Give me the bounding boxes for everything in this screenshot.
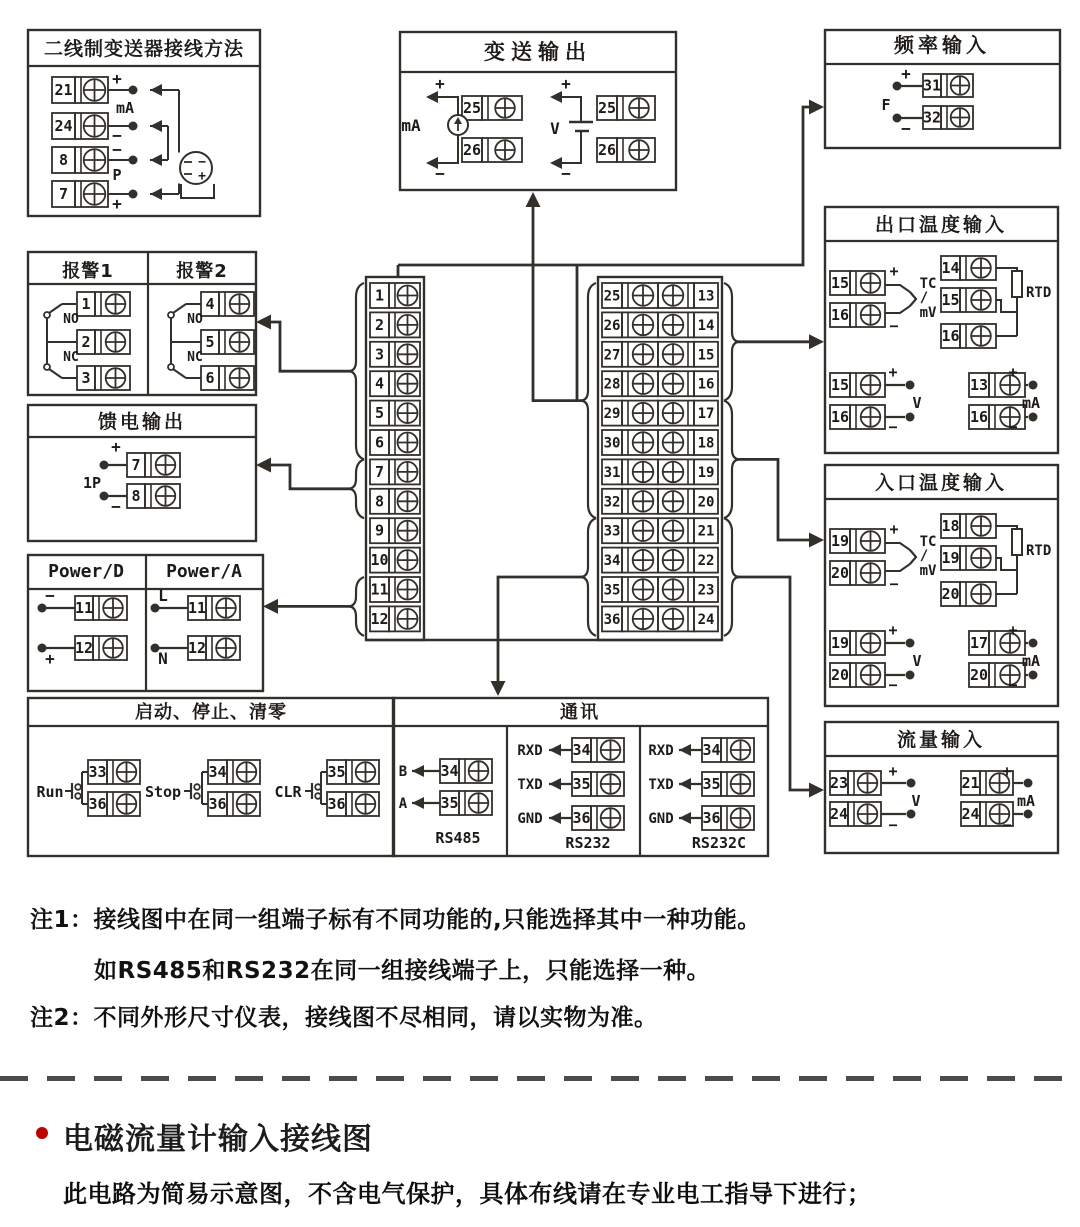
- label: −: [888, 816, 898, 834]
- box-title: 启动、停止、清零: [135, 702, 287, 723]
- terminal-12: [188, 636, 240, 660]
- terminal-5: [201, 330, 254, 354]
- terminal-number: 26: [462, 141, 482, 159]
- terminal-number: 3: [81, 369, 91, 387]
- label: +: [111, 437, 121, 456]
- dashed-separator: [0, 1076, 1080, 1081]
- terminal-number: 17: [969, 634, 989, 652]
- terminal-12: [370, 606, 420, 631]
- terminal-11: [188, 596, 240, 620]
- box-title: 入口温度输入: [874, 472, 1008, 494]
- box-title: 通讯: [560, 702, 600, 723]
- terminal-number: 10: [370, 551, 389, 570]
- terminal-34: [702, 738, 754, 762]
- label: +: [901, 64, 911, 83]
- terminal-21: [52, 77, 108, 103]
- terminal-7: [52, 181, 108, 207]
- terminal-number: 33: [603, 523, 621, 540]
- label: NC: [187, 350, 203, 365]
- terminal-9: [370, 518, 420, 543]
- terminal-19: [830, 529, 885, 553]
- label: /: [919, 548, 929, 564]
- terminal-34: [440, 759, 492, 783]
- terminal-number: 34: [572, 741, 591, 759]
- label: GND: [648, 811, 674, 827]
- terminal-number: 7: [58, 185, 69, 203]
- terminal-number: 35: [603, 582, 621, 599]
- label: RXD: [648, 743, 674, 759]
- terminal-number: 18: [697, 435, 715, 452]
- label: V: [912, 652, 922, 670]
- terminal-number: 8: [374, 492, 385, 511]
- box-feed-output: [28, 405, 256, 541]
- terminal-number: 2: [81, 333, 91, 351]
- label: V: [550, 119, 560, 138]
- terminal-36: [88, 792, 140, 816]
- box-power: [28, 555, 263, 691]
- connection-wires: [256, 100, 824, 798]
- terminal-number: 2: [374, 315, 385, 334]
- note-1-continued: 如RS485和RS232在同一组接线端子上，只能选择一种。: [94, 958, 711, 984]
- box-title: 报警2: [176, 261, 228, 282]
- footer-subtext: 此电路为简易示意图，不含电气保护，具体布线请在专业电工指导下进行；: [63, 1180, 872, 1208]
- label: +: [561, 74, 571, 93]
- label: Run: [36, 783, 64, 801]
- label: +: [888, 762, 898, 780]
- terminal-number: 11: [370, 580, 389, 599]
- box-title: 流量输入: [896, 729, 986, 751]
- terminal-number: 20: [941, 585, 960, 603]
- terminal-number: 20: [969, 666, 989, 684]
- terminal-number: 23: [829, 774, 849, 792]
- terminal-number: 25: [462, 99, 482, 117]
- terminal-number: 4: [205, 295, 215, 313]
- terminal-number: 27: [603, 347, 621, 364]
- terminal-4: [201, 292, 254, 316]
- terminal-1: [77, 292, 130, 316]
- terminal-19: [830, 631, 885, 655]
- label: mA: [401, 116, 421, 135]
- label: −: [888, 418, 898, 436]
- terminal-number: 35: [327, 763, 346, 781]
- label: TC: [919, 276, 937, 292]
- terminal-35: [440, 791, 492, 815]
- terminal-number: 5: [374, 404, 385, 423]
- label: RTD: [1026, 543, 1052, 559]
- terminal-number: 31: [922, 76, 942, 95]
- label: NO: [187, 312, 203, 327]
- box-title: 变送输出: [484, 40, 592, 64]
- label: +: [435, 74, 445, 93]
- terminal-number: 19: [830, 634, 850, 652]
- label: A: [398, 796, 408, 812]
- terminal-number: 5: [205, 333, 215, 351]
- interface-name: RS232C: [691, 834, 747, 852]
- terminal-number: 24: [697, 611, 715, 628]
- label: B: [398, 764, 408, 780]
- terminal-number: 35: [440, 794, 459, 812]
- box-title: 二线制变送器接线方法: [43, 38, 245, 60]
- terminal-2: [370, 312, 420, 337]
- terminal-number: 35: [702, 775, 721, 793]
- box-frequency-input: [825, 30, 1060, 148]
- box-transmit-output: [400, 32, 676, 190]
- terminal-number: 34: [440, 762, 459, 780]
- terminal-number: 13: [697, 288, 715, 305]
- label: Stop: [144, 783, 182, 801]
- terminal-number: 36: [702, 809, 721, 827]
- terminal-20: [830, 561, 885, 585]
- terminal-number: 18: [941, 517, 960, 535]
- terminal-7: [370, 459, 420, 484]
- label: 1P: [82, 474, 102, 492]
- label: +: [112, 69, 122, 88]
- label: TC: [919, 534, 937, 550]
- label: −: [111, 497, 121, 516]
- terminal-11: [370, 577, 420, 602]
- terminal-number: 15: [830, 274, 850, 292]
- terminal-32: [923, 106, 973, 129]
- terminal-35: [327, 760, 379, 784]
- terminal-number: 24: [829, 805, 849, 823]
- terminal-19: [941, 546, 996, 570]
- terminal-number: 12: [187, 639, 207, 657]
- terminal-8: [52, 147, 108, 173]
- terminal-35: [572, 772, 624, 796]
- terminal-number: 33: [88, 763, 107, 781]
- terminal-number: 20: [697, 494, 715, 511]
- label: +: [112, 194, 122, 213]
- label: V: [911, 792, 921, 810]
- box-comm: [393, 698, 768, 856]
- terminal-23: [830, 771, 881, 795]
- label: −: [889, 317, 899, 335]
- label: +: [45, 649, 55, 668]
- label: NO: [63, 312, 79, 327]
- label: mA: [1021, 394, 1041, 412]
- note-2: [30, 999, 658, 1032]
- label: N: [158, 649, 168, 668]
- terminal-14: [941, 256, 996, 280]
- box-title: Power/A: [166, 561, 242, 582]
- footer-heading: 电磁流量计输入接线图: [63, 1122, 373, 1157]
- terminal-number: 21: [697, 523, 715, 540]
- terminal-number: 16: [941, 327, 960, 345]
- label: CLR: [274, 783, 302, 801]
- terminal-number: 7: [131, 456, 141, 474]
- label: −: [112, 140, 122, 159]
- terminal-6: [201, 366, 254, 390]
- bullet-icon: [36, 1127, 48, 1139]
- terminal-25: [597, 96, 655, 120]
- note1-text: 接线图中在同一组端子标有不同功能的,只能选择其中一种功能。: [93, 907, 761, 933]
- terminal-number: 15: [830, 376, 850, 394]
- label: −: [561, 164, 571, 183]
- terminal-number: 32: [922, 108, 942, 127]
- label: GND: [517, 811, 543, 827]
- terminal-number: 25: [603, 288, 621, 305]
- terminal-34: [208, 760, 260, 784]
- label: RTD: [1026, 285, 1052, 301]
- terminal-number: 20: [830, 666, 850, 684]
- box-title: 馈电输出: [97, 411, 187, 433]
- terminal-number: 17: [697, 406, 715, 423]
- label: mA: [1016, 792, 1036, 810]
- box-title: 出口温度输入: [874, 214, 1008, 236]
- terminal-number: 1: [81, 295, 91, 313]
- label: mA: [1021, 652, 1041, 670]
- terminal-number: 12: [74, 639, 94, 657]
- terminal-10: [370, 548, 420, 573]
- label: +: [888, 363, 898, 381]
- terminal-26: [462, 138, 522, 162]
- terminal-number: 34: [208, 763, 227, 781]
- box-title: 频率输入: [894, 33, 990, 57]
- terminal-number: 21: [54, 81, 73, 99]
- terminal-number: 36: [327, 795, 346, 813]
- terminal-number: 23: [697, 582, 715, 599]
- terminal-11: [75, 596, 127, 620]
- terminal-26: [597, 138, 655, 162]
- box-title: Power/D: [48, 561, 124, 582]
- terminal-number: 31: [603, 464, 621, 481]
- terminal-number: 22: [697, 553, 715, 570]
- terminal-4: [370, 371, 420, 396]
- terminal-2: [77, 330, 130, 354]
- terminal-number: 15: [941, 291, 960, 309]
- terminal-number: 36: [572, 809, 591, 827]
- label: P: [112, 166, 122, 184]
- label: NC: [63, 350, 79, 365]
- terminal-15: [941, 288, 996, 312]
- terminal-number: 36: [603, 611, 621, 628]
- terminal-number: 1: [374, 286, 385, 305]
- terminal-18: [941, 514, 996, 538]
- box-outlet-temp-input: [825, 207, 1058, 453]
- terminal-12: [75, 636, 127, 660]
- terminal-20: [830, 663, 885, 687]
- terminal-number: 11: [187, 599, 207, 617]
- box-run-stop-clear: [28, 698, 394, 856]
- terminal-36: [702, 806, 754, 830]
- terminal-36: [572, 806, 624, 830]
- terminal-number: 25: [597, 99, 617, 117]
- terminal-33: [88, 760, 140, 784]
- label: TXD: [517, 777, 543, 793]
- terminal-16: [830, 405, 885, 429]
- terminal-number: 20: [830, 564, 850, 582]
- terminal-number: 14: [941, 259, 960, 277]
- terminal-number: 36: [208, 795, 227, 813]
- label: −: [45, 586, 55, 605]
- terminal-number: 19: [697, 464, 715, 481]
- terminal-24: [830, 802, 881, 826]
- terminal-number: 16: [697, 376, 715, 393]
- terminal-16: [941, 324, 996, 348]
- box-inlet-temp-input: [825, 465, 1058, 706]
- terminal-number: 8: [58, 151, 69, 169]
- terminal-number: 16: [830, 306, 850, 324]
- terminal-number: 19: [941, 549, 960, 567]
- terminal-number: 8: [131, 487, 141, 505]
- label: −: [888, 676, 898, 694]
- terminal-36: [208, 792, 260, 816]
- label: +: [1002, 762, 1012, 780]
- label: −: [1008, 676, 1018, 694]
- label: F: [881, 96, 891, 114]
- terminal-number: 16: [969, 408, 989, 426]
- terminal-34: [572, 738, 624, 762]
- interface-name: RS485: [435, 829, 481, 847]
- interface-name: RS232: [565, 834, 611, 852]
- box-flow-input: [825, 722, 1058, 853]
- terminal-number: 29: [603, 406, 621, 423]
- terminal-3: [370, 342, 420, 367]
- terminal-number: 4: [374, 374, 385, 393]
- terminal-number: 19: [830, 532, 850, 550]
- label: +: [1008, 621, 1018, 639]
- terminal-number: 6: [374, 433, 385, 452]
- label: mV: [919, 305, 937, 321]
- terminal-number: 32: [603, 494, 621, 511]
- terminal-number: 34: [603, 553, 621, 570]
- label: −: [435, 164, 445, 183]
- terminal-15: [830, 373, 885, 397]
- terminal-35: [702, 772, 754, 796]
- label: −: [198, 155, 206, 170]
- terminal-6: [370, 430, 420, 455]
- terminal-number: 16: [830, 408, 850, 426]
- terminal-number: 9: [374, 521, 385, 540]
- terminal-15: [830, 271, 885, 295]
- terminal-number: 24: [54, 117, 73, 135]
- terminal-number: 15: [697, 347, 715, 364]
- label: TXD: [648, 777, 674, 793]
- terminal-number: 34: [702, 741, 721, 759]
- note2-label: 注2：: [30, 1005, 94, 1031]
- terminal-5: [370, 401, 420, 426]
- label: mA: [115, 99, 135, 117]
- label: +: [198, 169, 206, 184]
- label: +: [889, 262, 899, 280]
- terminal-number: 21: [961, 774, 980, 792]
- terminal-number: 35: [572, 775, 591, 793]
- box-two-wire-transmitter: [28, 30, 260, 216]
- terminal-number: 30: [603, 435, 621, 452]
- label: −: [1002, 816, 1012, 834]
- label: /: [919, 290, 929, 306]
- label: +: [1008, 363, 1018, 381]
- label: mV: [919, 563, 937, 579]
- box-alarm: [28, 252, 256, 395]
- terminal-16: [830, 303, 885, 327]
- label: +: [888, 621, 898, 639]
- terminal-1: [370, 283, 420, 308]
- label: −: [901, 119, 911, 138]
- terminal-8: [370, 489, 420, 514]
- terminal-number: 3: [374, 345, 385, 364]
- terminal-25: [462, 96, 522, 120]
- label: RXD: [517, 743, 543, 759]
- terminal-number: 28: [603, 376, 621, 393]
- terminal-number: 6: [205, 369, 215, 387]
- label: −: [889, 575, 899, 593]
- terminal-3: [77, 366, 130, 390]
- note-1: [30, 901, 761, 934]
- terminal-36: [327, 792, 379, 816]
- note1-label: 注1：: [30, 907, 94, 933]
- terminal-8: [127, 484, 180, 508]
- terminal-number: 36: [88, 795, 107, 813]
- terminal-number: 14: [697, 317, 715, 334]
- terminal-number: 11: [74, 599, 94, 617]
- terminal-number: 26: [597, 141, 617, 159]
- terminal-number: 24: [961, 805, 980, 823]
- terminal-24: [52, 113, 108, 139]
- terminal-7: [127, 453, 180, 477]
- terminal-number: 7: [374, 462, 385, 481]
- terminal-20: [941, 582, 996, 606]
- label: +: [889, 520, 899, 538]
- terminal-number: 26: [603, 317, 621, 334]
- terminal-number: 12: [370, 609, 389, 628]
- box-title: 报警1: [62, 261, 114, 282]
- terminal-31: [923, 74, 973, 97]
- label: V: [912, 394, 922, 412]
- terminal-number: 13: [969, 376, 989, 394]
- label: −: [1008, 418, 1018, 436]
- note2-text: 不同外形尺寸仪表，接线图不尽相同，请以实物为准。: [93, 1005, 658, 1031]
- main-terminal-blocks: [348, 277, 740, 640]
- label: −: [112, 126, 122, 145]
- label: L: [158, 586, 168, 605]
